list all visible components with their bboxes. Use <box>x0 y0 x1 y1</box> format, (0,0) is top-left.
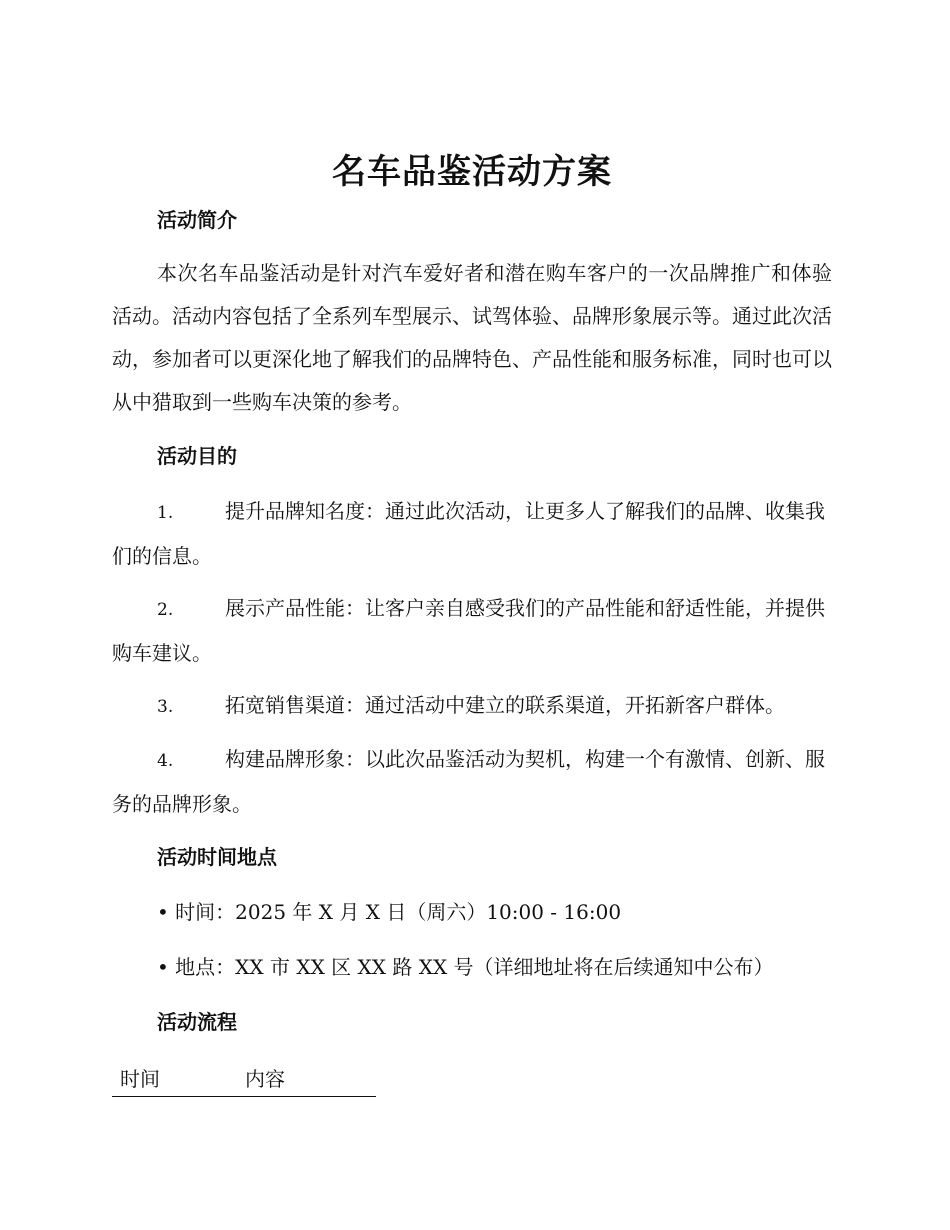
goal-number: 3. <box>157 697 174 717</box>
intro-paragraph: 本次名车品鉴活动是针对汽车爱好者和潜在购车客户的一次品牌推广和体验活动。活动内容包括了全系列车型展示、试驾体验、品牌形象展示等。通过此次活动，参加者可以更深化地了解我们的品牌特色、产品性能和服务标准，同时也可以从中猎取到一些购车决策的参考。 <box>112 261 832 414</box>
goal-text: 提升品牌知名度：通过此次活动，让更多人了解我们的品牌、收集我们的信息。 <box>112 499 825 568</box>
table-header-content: 内容 <box>245 1067 285 1091</box>
goal-text: 拓宽销售渠道：通过活动中建立的联系渠道，开拓新客户群体。 <box>225 693 785 717</box>
goal-item-2 <box>112 587 832 675</box>
table-header-time: 时间 <box>120 1067 160 1091</box>
event-place: • 地点：XX 市 XX 区 XX 路 XX 号（详细地址将在后续通知中公布） <box>157 955 774 979</box>
goal-number: 1. <box>157 503 174 523</box>
document-title: 名车品鉴活动方案 <box>332 152 612 192</box>
goal-item-3 <box>112 684 832 729</box>
section-heading-intro: 活动简介 <box>157 208 237 232</box>
goal-item-4 <box>112 738 832 826</box>
goal-text: 构建品牌形象：以此次品鉴活动为契机，构建一个有激情、创新、服务的品牌形象。 <box>112 747 825 816</box>
section-heading-time-place: 活动时间地点 <box>157 845 277 869</box>
goal-number: 2. <box>157 600 174 620</box>
goal-number: 4. <box>157 751 174 771</box>
event-time: • 时间：2025 年 X 月 X 日（周六）10:00 - 16:00 <box>157 900 622 924</box>
section-heading-goals: 活动目的 <box>157 444 237 468</box>
goal-text: 展示产品性能：让客户亲自感受我们的产品性能和舒适性能，并提供购车建议。 <box>112 596 825 665</box>
process-table <box>112 1064 376 1097</box>
section-heading-process: 活动流程 <box>157 1010 237 1034</box>
goal-item-1 <box>112 490 832 578</box>
